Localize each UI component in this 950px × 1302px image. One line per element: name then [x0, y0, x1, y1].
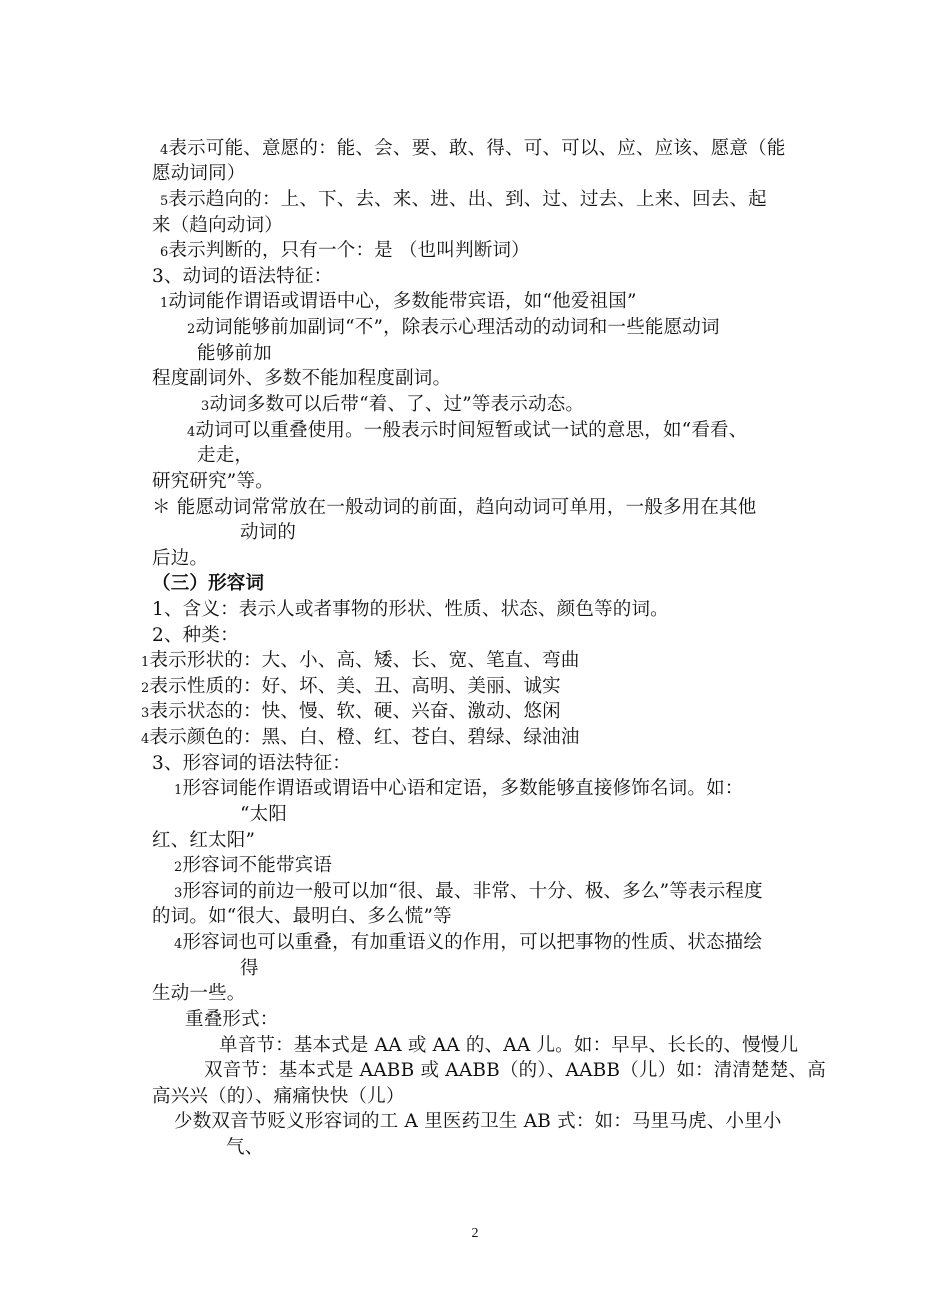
- line-text: 动词可以重叠使用。一般表示时间短暂或试一试的意思，如“看看、: [195, 420, 748, 441]
- text-line: [174, 930, 762, 958]
- text-line: [187, 315, 720, 343]
- text-line: [152, 264, 332, 290]
- line-text: 来（趋向动词）: [152, 215, 283, 236]
- item-number: 3: [201, 399, 210, 414]
- section-heading: [152, 571, 264, 597]
- line-text: ＊ 能愿动词常常放在一般动词的前面，趋向动词可单用，一般多用在其他: [152, 497, 757, 518]
- text-line: [152, 828, 255, 854]
- line-text: 表示状态的：快、慢、软、硬、兴奋、激动、悠闲: [149, 701, 561, 722]
- text-line: [226, 1135, 263, 1161]
- text-line: [141, 725, 580, 753]
- line-text: 能够前加: [197, 343, 272, 364]
- text-line: [174, 853, 332, 881]
- text-line: [187, 418, 747, 446]
- line-text: 表示形状的：大、小、高、矮、长、宽、笔直、弯曲: [149, 650, 580, 671]
- line-text: 双音节：基本式是 AABB 或 AABB（的）、AABB（儿）如：清清楚楚、高: [204, 1060, 826, 1081]
- line-text: 生动一些。: [152, 983, 246, 1004]
- line-text: 表示判断的，只有一个：是 （也叫判断词）: [168, 240, 530, 261]
- text-line: [174, 1109, 782, 1135]
- line-text: 动词能够前加副词“不”，除表示心理活动的动词和一些能愿动词: [195, 317, 720, 338]
- text-line: [152, 597, 669, 623]
- text-line: [174, 879, 763, 907]
- line-text: 愿动词同）: [152, 163, 246, 184]
- page-number: 2: [471, 1226, 479, 1241]
- line-text: 程度副词外、多数不能加程度副词。: [152, 368, 452, 389]
- text-line: [204, 1058, 826, 1084]
- line-text: 动词多数可以后带“着、了、过”等表示动态。: [209, 394, 585, 415]
- line-text: 的词。如“很大、最明白、多么慌”等: [152, 906, 452, 927]
- text-line: [160, 238, 530, 266]
- text-line: [197, 341, 272, 367]
- text-line: [141, 674, 561, 702]
- line-text: 气、: [226, 1137, 264, 1158]
- line-text: 2、种类：: [152, 625, 239, 646]
- item-number: 1: [174, 783, 183, 798]
- text-line: [141, 648, 580, 676]
- item-number: 2: [174, 860, 183, 875]
- text-line: [197, 443, 253, 469]
- item-number: 3: [141, 706, 150, 721]
- line-text: 3、动词的语法特征：: [152, 266, 333, 287]
- line-text: 表示颜色的：黑、白、橙、红、苍白、碧绿、绿油油: [149, 727, 580, 748]
- item-number: 1: [160, 296, 169, 311]
- line-text: 动词能作谓语或谓语中心，多数能带宾语，如“他爱祖国”: [168, 291, 637, 312]
- item-number: 3: [174, 886, 183, 901]
- text-line: [152, 981, 246, 1007]
- line-text: 高兴兴（的）、痛痛快快（儿）: [152, 1086, 405, 1107]
- text-line: [152, 469, 274, 495]
- text-line: [152, 1084, 405, 1110]
- line-text: “太阳: [240, 804, 288, 825]
- text-line: [152, 546, 208, 572]
- line-text: 形容词不能带宾语: [182, 855, 333, 876]
- text-line: [240, 956, 259, 982]
- item-number: 4: [187, 425, 196, 440]
- text-line: [185, 1007, 279, 1033]
- line-text: 走走，: [197, 445, 254, 466]
- line-text: 单音节：基本式是 AA 或 AA 的、AA 儿。如：早早、长长的、慢慢儿: [219, 1035, 799, 1056]
- text-line: [141, 699, 561, 727]
- line-text: 形容词的前边一般可以加“很、最、非常、十分、极、多么”等表示程度: [182, 881, 763, 902]
- line-text: 形容词能作谓语或谓语中心语和定语，多数能够直接修饰名词。如：: [182, 778, 744, 799]
- line-text: 形容词也可以重叠，有加重语义的作用，可以把事物的性质、状态描绘: [182, 932, 763, 953]
- line-text: 表示可能、意愿的：能、会、要、敢、得、可、可以、应、应该、愿意（能: [168, 138, 786, 159]
- line-text: 1、含义：表示人或者事物的形状、性质、状态、颜色等的词。: [152, 599, 669, 620]
- line-text: 后边。: [152, 548, 209, 569]
- text-line: [240, 802, 287, 828]
- text-line: [160, 187, 767, 215]
- text-line: [174, 776, 744, 804]
- line-text: 重叠形式：: [185, 1009, 279, 1030]
- line-text: 红、红太阳”: [152, 830, 256, 851]
- line-text: 3、形容词的语法特征：: [152, 753, 351, 774]
- item-number: 6: [160, 245, 169, 260]
- text-line: [152, 161, 246, 187]
- line-text: 动词的: [240, 522, 297, 543]
- item-number: 2: [187, 322, 196, 337]
- item-number: 1: [141, 655, 150, 670]
- item-number: 4: [160, 143, 169, 158]
- text-line: [152, 213, 283, 239]
- line-text: 少数双音节贬义形容词的工 A 里医药卫生 AB 式：如：马里马虎、小里小: [174, 1111, 782, 1132]
- item-number: 5: [160, 194, 169, 209]
- text-line: [219, 1033, 798, 1059]
- item-number: 2: [141, 681, 150, 696]
- text-line: [152, 623, 239, 649]
- text-line: [201, 392, 584, 420]
- line-text: 得: [240, 958, 259, 979]
- line-text: （三）形容词: [152, 573, 265, 594]
- text-line: [240, 520, 296, 546]
- text-line: [152, 904, 452, 930]
- text-line: [160, 136, 786, 164]
- text-line: [160, 289, 637, 317]
- item-number: 4: [141, 732, 150, 747]
- line-text: 表示性质的：好、坏、美、丑、高明、美丽、诚实: [149, 676, 561, 697]
- line-text: 表示趋向的：上、下、去、来、进、出、到、过、过去、上来、回去、起: [168, 189, 767, 210]
- text-line: [152, 495, 756, 521]
- text-line: [152, 751, 351, 777]
- text-line: [152, 366, 451, 392]
- item-number: 4: [174, 937, 183, 952]
- line-text: 研究研究”等。: [152, 471, 274, 492]
